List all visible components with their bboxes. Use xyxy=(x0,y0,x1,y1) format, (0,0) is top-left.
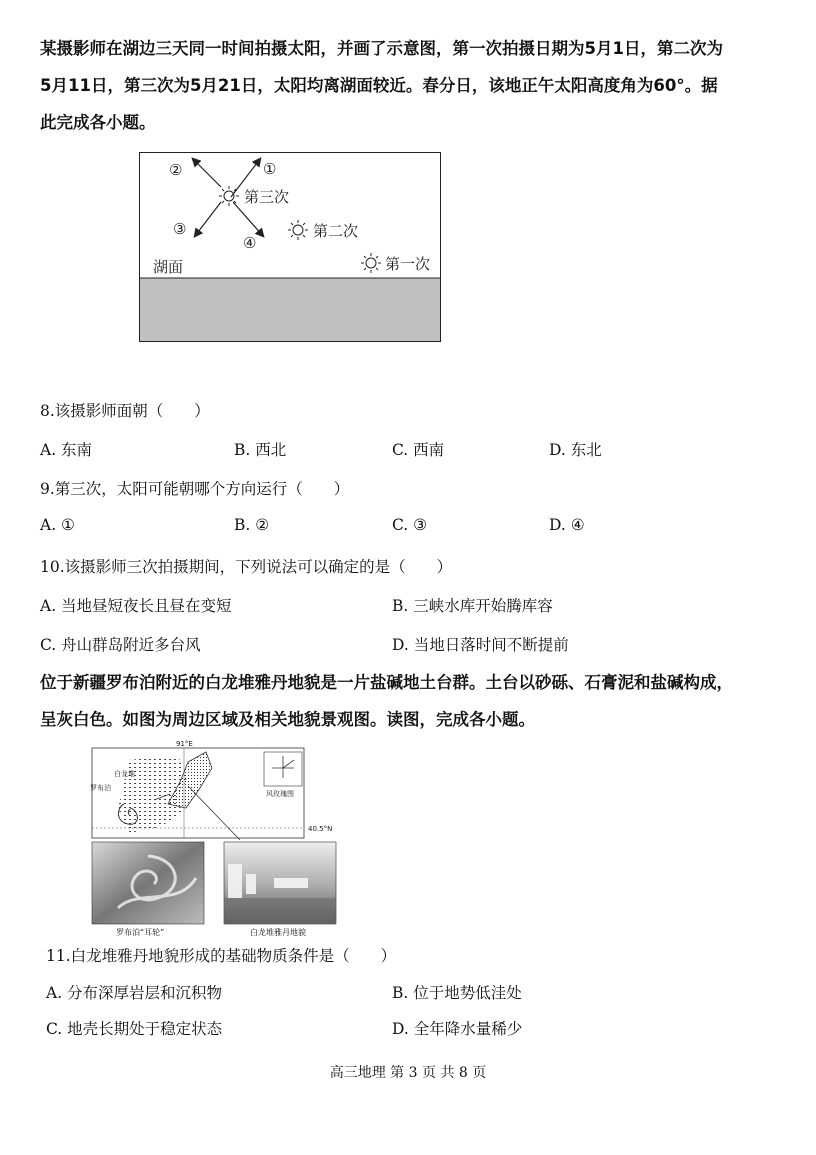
q10-option-d[interactable]: D. 当地日落时间不断提前 xyxy=(392,636,569,654)
q9-option-a[interactable]: A. ① xyxy=(40,516,75,534)
q11-option-c[interactable]: C. 地壳长期处于稳定状态 xyxy=(46,1020,223,1038)
label-arrow-4: ④ xyxy=(243,234,257,252)
intro-line-3: 此完成各小题。 xyxy=(40,113,156,132)
label-arrow-3: ③ xyxy=(173,220,187,238)
q9-option-d[interactable]: D. ④ xyxy=(549,516,585,534)
question-8-stem: 8.该摄影师面朝（ ） xyxy=(40,402,210,420)
q10-option-b[interactable]: B. 三峡水库开始腾库容 xyxy=(392,597,553,615)
q10-option-c[interactable]: C. 舟山群岛附近多台风 xyxy=(40,636,201,654)
lopnur-label: 罗布泊 xyxy=(90,784,111,792)
bailongdui-label: 白龙堆 xyxy=(114,770,135,778)
label-first: 第一次 xyxy=(385,255,431,273)
question-9-stem: 9.第三次，太阳可能朝哪个方向运行（ ） xyxy=(40,480,350,498)
sun-diagram-svg xyxy=(139,152,441,342)
question-10-stem: 10.该摄影师三次拍摄期间，下列说法可以确定的是（ ） xyxy=(40,558,453,576)
intro-line-2: 5月11日，第三次为5月21日，太阳均离湖面较近。春分日，该地正午太阳高度角为60°。据 xyxy=(40,76,718,95)
latitude-label: 40.5°N xyxy=(308,825,333,833)
label-second: 第二次 xyxy=(313,222,359,240)
caption-yardang: 白龙堆雅丹地貌 xyxy=(250,928,306,937)
intro-paragraph-2 xyxy=(40,664,788,738)
q8-option-a[interactable]: A. 东南 xyxy=(40,441,93,459)
q9-option-b[interactable]: B. ② xyxy=(234,516,270,534)
intro-line-1: 某摄影师在湖边三天同一时间拍摄太阳，并画了示意图，第一次拍摄日期为5月1日，第二次为 xyxy=(40,39,723,58)
intro2-line-2: 呈灰白色。如图为周边区域及相关地貌景观图。读图，完成各小题。 xyxy=(40,710,535,729)
q11-option-a[interactable]: A. 分布深厚岩层和沉积物 xyxy=(46,984,223,1002)
label-arrow-2: ② xyxy=(169,161,183,179)
intro2-line-1: 位于新疆罗布泊附近的白龙堆雅丹地貌是一片盐碱地土台群。土台以砂砾、石膏泥和盐碱构成， xyxy=(40,673,733,692)
q8-option-b[interactable]: B. 西北 xyxy=(234,441,287,459)
q9-option-c[interactable]: C. ③ xyxy=(392,516,428,534)
longitude-label: 91°E xyxy=(176,740,193,748)
q8-option-c[interactable]: C. 西南 xyxy=(392,441,445,459)
label-third: 第三次 xyxy=(244,188,290,206)
q11-option-b[interactable]: B. 位于地势低洼处 xyxy=(392,984,522,1002)
sun-position-diagram xyxy=(139,152,441,342)
wind-rose-label: 风玫瑰图 xyxy=(266,790,294,798)
label-arrow-1: ① xyxy=(263,160,277,178)
question-11-stem: 11.白龙堆雅丹地貌形成的基础物质条件是（ ） xyxy=(46,947,397,965)
q10-option-a[interactable]: A. 当地昼短夜长且昼在变短 xyxy=(40,597,232,615)
lake-water xyxy=(140,278,440,341)
lopnur-ear-photo xyxy=(92,842,204,924)
label-lake: 湖面 xyxy=(153,258,184,276)
q8-option-d[interactable]: D. 东北 xyxy=(549,441,602,459)
intro-paragraph-1 xyxy=(40,30,788,141)
page-footer: 高三地理 第 3 页 共 8 页 xyxy=(329,1065,487,1081)
caption-lopnur-ear: 罗布泊“耳轮” xyxy=(116,928,165,937)
yardang-figure xyxy=(88,738,350,938)
region-map-svg xyxy=(88,738,350,938)
q11-option-d[interactable]: D. 全年降水量稀少 xyxy=(392,1020,523,1038)
